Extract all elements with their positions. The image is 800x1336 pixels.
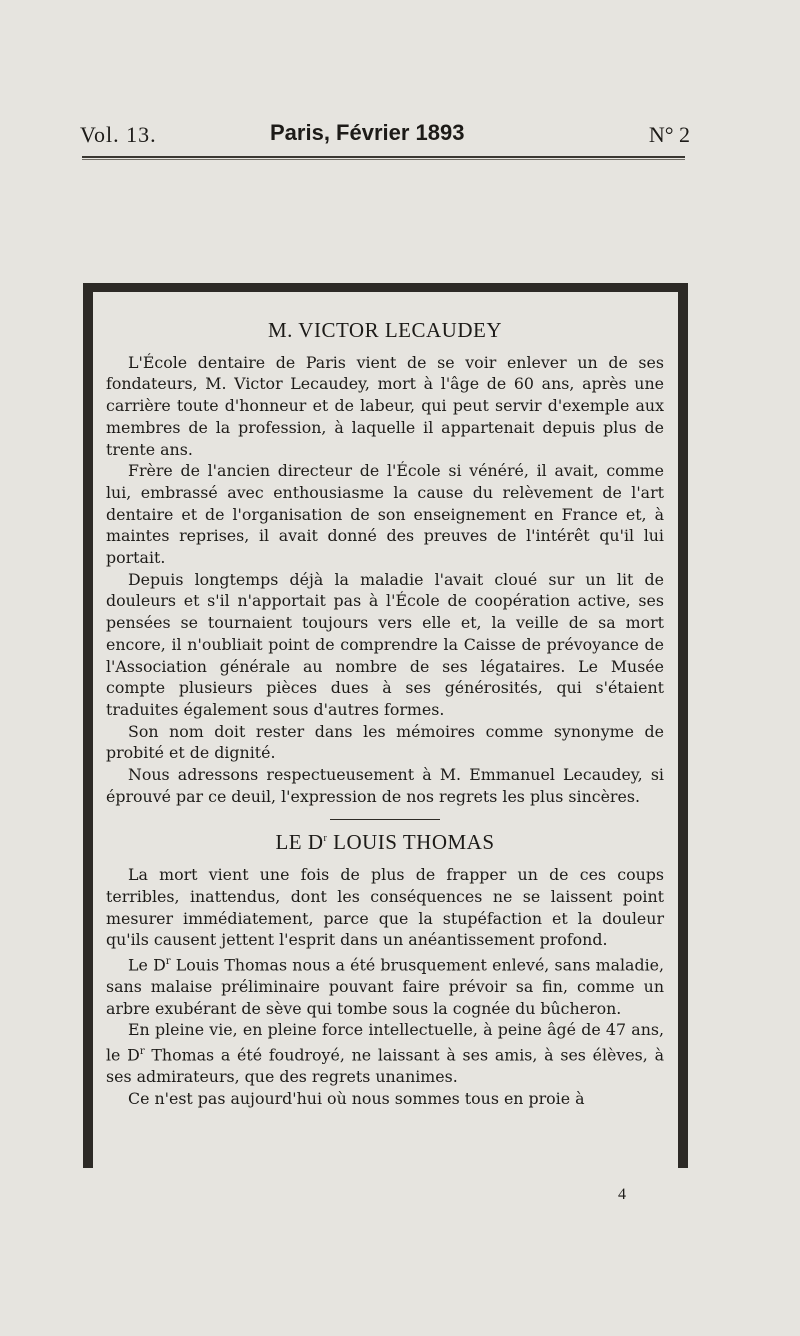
place-date: Paris, Février 1893 xyxy=(270,120,465,145)
header-rule xyxy=(82,156,685,158)
running-header xyxy=(80,118,690,154)
paragraph: Depuis longtemps déjà la maladie l'avait cloué sur un lit de douleurs et s'il n'apportait pas à l'École de coopération active, ses pensées se tournaient toujours vers elle et, la veille de sa mort encore, il n'oubliait point de comprendre la Caisse de prévoyance de l'Association générale au nombre de ses légataires. Le Musée compte plusieurs pièces dues à ses générosités, qui s'étaient traduites également sous d'autres formes. xyxy=(106,569,664,719)
page-number: 4 xyxy=(618,1186,626,1203)
obituary-column xyxy=(106,312,664,1109)
obituary-title-lecaudey: M. VICTOR LECAUDEY xyxy=(268,318,502,342)
paragraph: La mort vient une fois de plus de frapper un de ces coups terribles, inattendus, dont les conséquences ne se laissent point mesurer immédiatement, parce que la stupéfaction et la douleur qu'ils causent jettent l'esprit dans un anéantissement profond. xyxy=(106,865,664,950)
issue-number: N° 2 xyxy=(648,122,690,147)
section-separator xyxy=(330,819,440,820)
header-rule-thin xyxy=(82,159,685,160)
paragraph: Nous adressons respectueusement à M. Emmanuel Lecaudey, si éprouvé par ce deuil, l'expression de nos regrets les plus sincères. xyxy=(106,765,664,806)
obituary-title-thomas: LE $D^r$ LOUIS THOMAS xyxy=(275,830,495,855)
paragraph: En pleine vie, en pleine force intellectuelle, à peine âgé de 47 ans, le $D^r$ Thomas a été foudroyé, ne laissant à ses amis, à ses élèves, à ses admirateurs, que des regrets unanimes. xyxy=(106,1020,664,1087)
paragraph: Le $D^r$ Louis Thomas nous a été brusquement enlevé, sans maladie, sans malaise préliminaire pouvant faire prévoir sa fin, comme un arbre exubérant de sève qui tombe sous la cognée du bûcheron. xyxy=(106,955,664,1018)
paragraph: Frère de l'ancien directeur de l'École si vénéré, il avait, comme lui, embrassé avec enthousiasme la cause du relèvement de l'art dentaire et de l'organisation de son enseignement en France et, à maintes reprises, il avait donné des preuves de l'intérêt qu'il lui portait. xyxy=(106,461,664,568)
paragraph: Ce n'est pas aujourd'hui où nous sommes tous en proie à xyxy=(128,1088,585,1108)
volume-label: Vol. 13. xyxy=(80,122,157,147)
paragraph: Son nom doit rester dans les mémoires comme synonyme de probité et de dignité. xyxy=(106,721,664,763)
paragraph: L'École dentaire de Paris vient de se voir enlever un de ses fondateurs, M. Victor Lecaudey, mort à l'âge de 60 ans, après une carrière toute d'honneur et de labeur, qui peut servir d'exemple aux membres de la profession, à laquelle il appartenait depuis plus de trente ans. xyxy=(106,352,664,459)
